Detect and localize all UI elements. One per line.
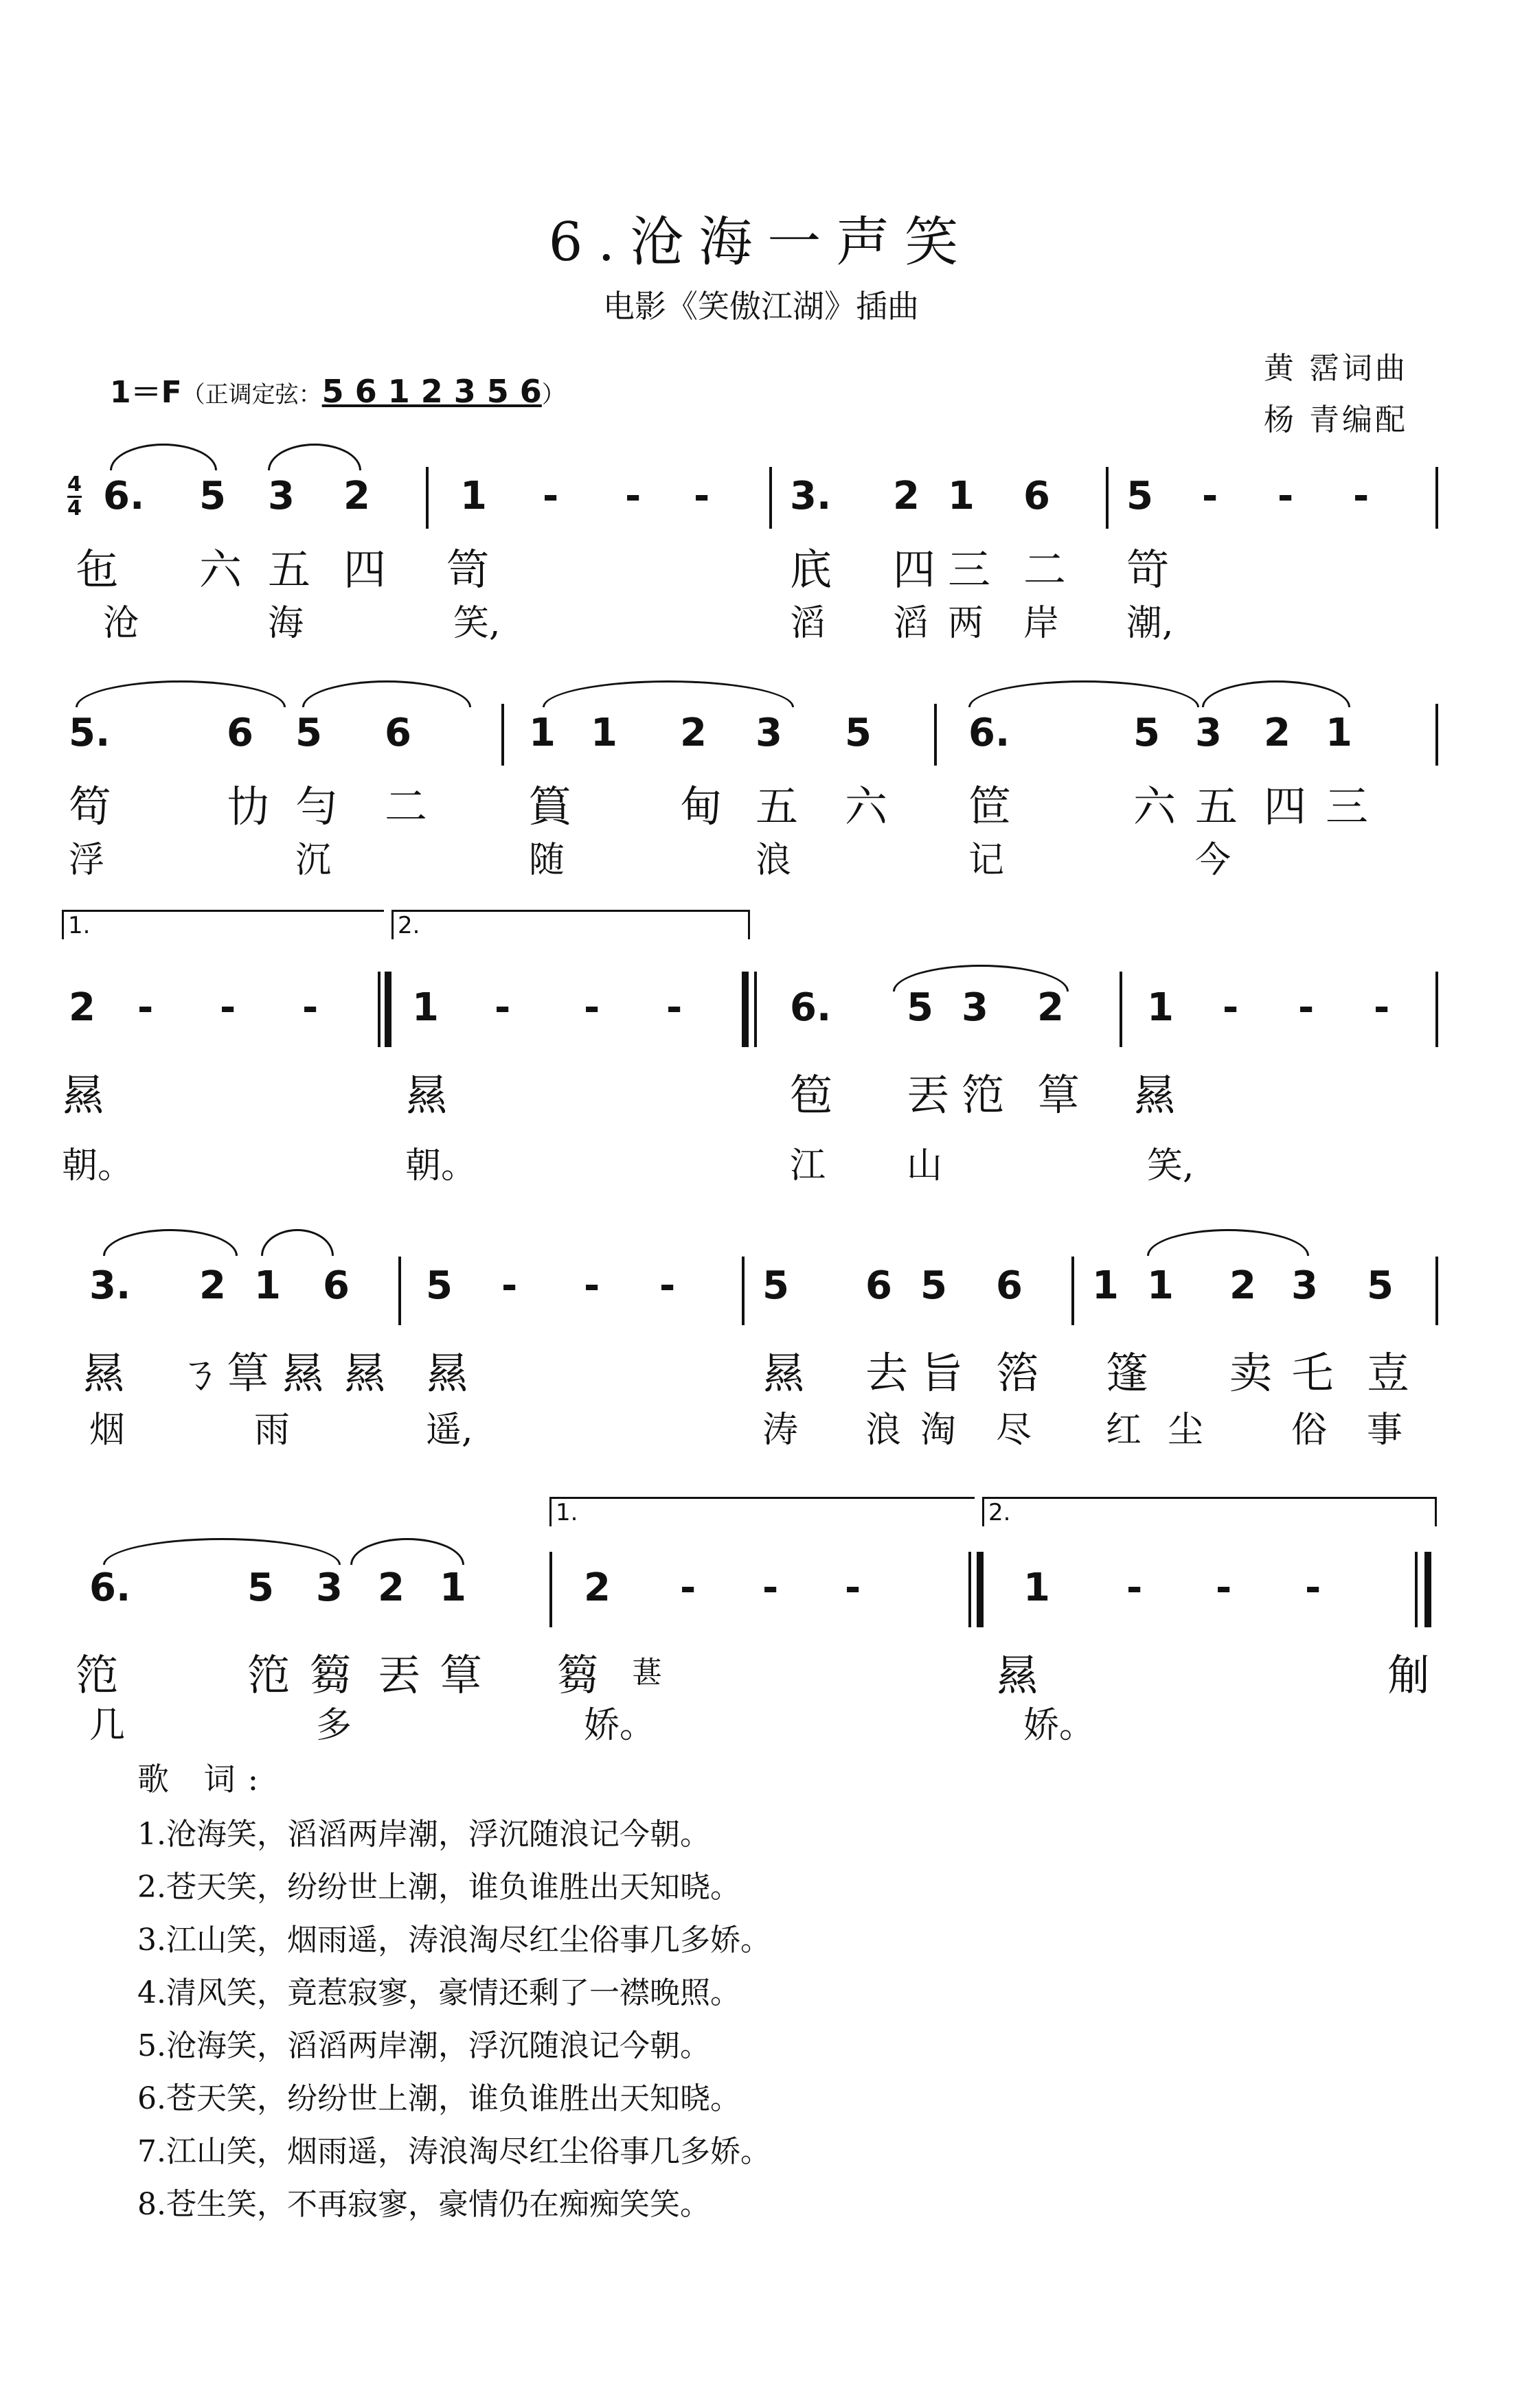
lyric: 沉 — [295, 840, 332, 881]
tab-char: 二 — [1023, 544, 1067, 595]
note: 3 — [1195, 711, 1222, 755]
tab-char: 㡳 — [790, 544, 833, 595]
lyric: 山 — [907, 1145, 943, 1186]
note: 3 — [962, 985, 988, 1030]
lyric: 朝。 — [405, 1145, 477, 1186]
tab-char: 筸 — [227, 1348, 270, 1398]
key-prefix: 1＝F — [110, 375, 182, 410]
lyric: 几 — [89, 1705, 126, 1746]
score-line-5 — [62, 1490, 1460, 1744]
lyric: 今 — [1195, 840, 1231, 881]
lyric: 滔 — [893, 603, 929, 644]
volta-2: 2. — [391, 910, 750, 939]
barline — [1435, 972, 1438, 1047]
tab-char: 五 — [268, 544, 311, 595]
note: 5 — [426, 1263, 453, 1308]
tab-char: 篘 — [556, 1650, 600, 1700]
barline — [426, 467, 429, 529]
slur — [350, 1538, 464, 1565]
note: 6 — [1023, 474, 1050, 518]
final-barline — [1424, 1552, 1431, 1627]
lyric: 浪 — [756, 840, 792, 881]
lyric: 潮, — [1126, 603, 1174, 644]
tab-char: 甸 — [680, 781, 723, 832]
lyric: 笑, — [453, 603, 501, 644]
lyric: 朝。 — [62, 1145, 134, 1186]
note: 5 — [1126, 474, 1153, 518]
verse-8: 8.苍生笑，不再寂寥，豪情仍在痴痴笑笑。 — [137, 2187, 710, 2222]
note: 1 — [1092, 1263, 1119, 1308]
verse-5: 5.沧海笑，滔滔两岸潮，浮沉随浪记今朝。 — [137, 2028, 710, 2063]
note: 2 — [69, 985, 95, 1030]
lyric: 两 — [948, 603, 984, 644]
note: 3 — [268, 474, 295, 518]
note: 3 — [756, 711, 782, 755]
tab-char: 㔹 — [227, 781, 270, 832]
tab-char: 四 — [343, 544, 387, 595]
barline — [1435, 704, 1438, 766]
key-paren-open: （正调定弦： — [181, 381, 322, 409]
note: 3 — [316, 1566, 343, 1610]
tab-char: 㬎 — [343, 1348, 387, 1398]
note: 6 — [865, 1263, 892, 1308]
tab-char: 㬎 — [1133, 1070, 1177, 1120]
lyric: 娇。 — [1023, 1705, 1095, 1746]
slur — [76, 680, 286, 707]
barline — [769, 467, 772, 529]
slur — [103, 1229, 238, 1256]
tab-char: 箈 — [996, 1348, 1039, 1398]
note: 1 — [1147, 1263, 1174, 1308]
note: 2 — [584, 1566, 611, 1610]
dash: - — [666, 985, 683, 1030]
tab-char: 二 — [385, 781, 428, 832]
barline — [1415, 1552, 1418, 1627]
tab-char: 卖 — [1229, 1348, 1273, 1398]
tab-char: 笴 — [1126, 544, 1170, 595]
tab-char: 笵 — [76, 1650, 119, 1700]
tab-char: 壴 — [1367, 1348, 1410, 1398]
verse-4: 4.清风笑，竟惹寂寥，豪情还剩了一襟晚照。 — [137, 1975, 740, 2010]
dash: - — [1223, 985, 1239, 1030]
note: 3 — [1291, 1263, 1318, 1308]
tab-char: 乇 — [1291, 1348, 1334, 1398]
lyric: 沧 — [103, 603, 139, 644]
barline — [742, 1257, 745, 1325]
dash: - — [1374, 985, 1390, 1030]
note: 5. — [69, 711, 111, 755]
lyric: 浪 — [865, 1410, 902, 1451]
dash: - — [501, 1263, 518, 1308]
tab-char: 六 — [845, 781, 888, 832]
time-signature — [67, 474, 82, 520]
tab-char: 勻 — [295, 781, 339, 832]
lyric: 娇。 — [584, 1705, 656, 1746]
barline — [1120, 972, 1122, 1047]
lyric: 淘 — [920, 1410, 957, 1451]
note: 6. — [103, 474, 145, 518]
note: 6 — [323, 1263, 350, 1308]
note: 2 — [1229, 1263, 1256, 1308]
final-barline — [742, 972, 749, 1047]
note: 1 — [529, 711, 556, 755]
note: 5 — [1367, 1263, 1394, 1308]
lyric: 随 — [529, 840, 565, 881]
tab-char: 㬎 — [82, 1348, 126, 1398]
lyric: 俗 — [1291, 1410, 1328, 1451]
dash: - — [584, 1263, 600, 1308]
tab-char: 笥 — [446, 544, 490, 595]
tab-char: 㬎 — [282, 1348, 325, 1398]
barline — [1106, 467, 1109, 529]
lyric: 雨 — [254, 1410, 291, 1451]
note: 2 — [680, 711, 707, 755]
note: 6 — [996, 1263, 1023, 1308]
note: 2 — [199, 1263, 226, 1308]
note: 5 — [199, 474, 226, 518]
tab-char: 筸 — [440, 1650, 483, 1700]
note: 5 — [762, 1263, 789, 1308]
lyric: 滔 — [790, 603, 826, 644]
slur — [110, 444, 217, 470]
note: 1 — [948, 474, 975, 518]
dash: - — [1126, 1566, 1143, 1610]
lyric: 尽 — [996, 1410, 1032, 1451]
dash: - — [1305, 1566, 1321, 1610]
tab-char: 筸 — [1037, 1070, 1080, 1120]
dash: - — [845, 1566, 861, 1610]
lyric: 尘 — [1168, 1410, 1204, 1451]
tab-char: 㬎 — [62, 1070, 105, 1120]
note: 2 — [1037, 985, 1064, 1030]
lyric: 事 — [1367, 1410, 1403, 1451]
slur — [968, 680, 1199, 707]
lyric: 笑, — [1147, 1145, 1194, 1186]
note: 5 — [907, 985, 933, 1030]
volta-1: 1. — [549, 1497, 975, 1526]
note: 5 — [845, 711, 872, 755]
barline — [1071, 1257, 1074, 1325]
dash: - — [694, 474, 710, 518]
lyric: 记 — [968, 840, 1005, 881]
tab-char: 五 — [756, 781, 799, 832]
barline — [378, 972, 380, 1047]
tab-char: 㐌 — [76, 544, 119, 595]
barline — [549, 1552, 552, 1627]
lyrics-heading: 歌 词: — [137, 1761, 271, 1798]
tab-char: 笱 — [69, 781, 112, 832]
dash: - — [762, 1566, 779, 1610]
note: 1 — [254, 1263, 281, 1308]
note: 5 — [1133, 711, 1160, 755]
tab-char: 三 — [948, 544, 991, 595]
slur — [543, 680, 794, 707]
dash: - — [625, 474, 641, 518]
note: 2 — [343, 474, 370, 518]
note: 1 — [1147, 985, 1174, 1030]
barline — [968, 1552, 971, 1627]
dash: - — [1216, 1566, 1232, 1610]
note: 6 — [385, 711, 411, 755]
tab-char: 㬎 — [426, 1348, 469, 1398]
tab-char: 六 — [1133, 781, 1177, 832]
note: 3. — [790, 474, 832, 518]
barline — [754, 972, 757, 1047]
tab-char: 㓩 — [1387, 1650, 1431, 1700]
note: 6 — [227, 711, 253, 755]
dash: - — [1353, 474, 1370, 518]
lyric: 烟 — [89, 1410, 126, 1451]
lyric: 岸 — [1023, 603, 1060, 644]
note: 2 — [1264, 711, 1291, 755]
repeat-end — [977, 1552, 984, 1627]
dash: - — [1202, 474, 1218, 518]
barline — [398, 1257, 401, 1325]
tab-char: 笵 — [247, 1650, 291, 1700]
note: 6. — [968, 711, 1010, 755]
tab-char: 㬎 — [762, 1348, 806, 1398]
verse-7: 7.江山笑，烟雨遥，涛浪淘尽红尘俗事几多娇。 — [137, 2134, 771, 2169]
key-signature — [110, 367, 565, 411]
verse-1: 1.沧海笑，滔滔两岸潮，浮沉随浪记今朝。 — [137, 1817, 710, 1852]
lyric: 浮 — [69, 840, 105, 881]
dash: - — [220, 985, 236, 1030]
credit-arrange: 杨 青编配 — [1264, 402, 1408, 437]
verse-2: 2.苍天笑，纷纷世上潮，谁负谁胜出天知晓。 — [137, 1870, 740, 1905]
lyric: 多 — [316, 1705, 352, 1746]
dash: - — [302, 985, 319, 1030]
barline — [1435, 467, 1438, 529]
lyric: 江 — [790, 1145, 826, 1186]
tab-char: 篔 — [529, 781, 572, 832]
note: 1 — [1023, 1566, 1050, 1610]
tab-char: 去 — [865, 1348, 909, 1398]
score-line-3 — [62, 910, 1460, 1184]
volta-1: 1. — [62, 910, 384, 939]
slur — [302, 680, 471, 707]
tab-char: 㬎 — [405, 1070, 448, 1120]
verse-3: 3.江山笑，烟雨遥，涛浪淘尽红尘俗事几多娇。 — [137, 1923, 771, 1958]
slur — [261, 1229, 334, 1256]
note: 3. — [89, 1263, 131, 1308]
tab-char: 㬎 — [996, 1650, 1039, 1700]
barline — [934, 704, 937, 766]
credit-lyrics: 黄 霑词曲 — [1264, 351, 1408, 386]
score-line-1 — [62, 439, 1460, 645]
slur — [1202, 680, 1350, 707]
tab-char: ㄋ — [179, 1348, 222, 1398]
dash: - — [659, 1263, 676, 1308]
lyric: 遥, — [426, 1410, 473, 1451]
tab-char: 丟 — [907, 1070, 950, 1120]
volta-2: 2. — [982, 1497, 1437, 1526]
key-paren-close: ） — [541, 381, 565, 409]
dash: - — [1298, 985, 1315, 1030]
tab-char: 四 — [1264, 781, 1307, 832]
tab-char: 丟 — [378, 1650, 421, 1700]
tab-char: 六 — [199, 544, 242, 595]
note: 6. — [89, 1566, 131, 1610]
repeat-end — [385, 972, 391, 1047]
note: 1 — [1326, 711, 1352, 755]
slur — [268, 444, 361, 470]
tab-char: 四 — [893, 544, 936, 595]
slur — [103, 1538, 341, 1565]
time-top: 4 — [67, 472, 82, 496]
lyric: 涛 — [762, 1410, 799, 1451]
note: 2 — [893, 474, 920, 518]
note: 1 — [460, 474, 487, 518]
lyric: 海 — [268, 603, 304, 644]
page-title: 6.沧海一声笑 — [548, 211, 974, 273]
note: 1 — [440, 1566, 466, 1610]
barline — [501, 704, 504, 766]
tab-char: 笵 — [962, 1070, 1005, 1120]
subtitle: 电影《笑傲江湖》插曲 — [603, 288, 919, 325]
score-line-2 — [62, 676, 1460, 882]
tab-char: 旨 — [920, 1348, 964, 1398]
note: 5 — [247, 1566, 274, 1610]
dash: - — [680, 1566, 696, 1610]
tab-char: 三 — [1326, 781, 1369, 832]
tab-char: 葚 — [632, 1655, 662, 1690]
dash: - — [543, 474, 559, 518]
note: 5 — [295, 711, 322, 755]
note: 1 — [412, 985, 439, 1030]
tab-char: 篘 — [309, 1650, 352, 1700]
tab-char: 笸 — [968, 781, 1012, 832]
time-bottom: 4 — [67, 496, 82, 520]
score-line-4 — [62, 1215, 1460, 1449]
dash: - — [584, 985, 600, 1030]
tab-char: 笣 — [790, 1070, 833, 1120]
lyric: 红 — [1106, 1410, 1142, 1451]
note: 2 — [378, 1566, 405, 1610]
note: 6. — [790, 985, 832, 1030]
dash: - — [137, 985, 154, 1030]
dash: - — [495, 985, 511, 1030]
dash: - — [1277, 474, 1294, 518]
tab-char: 篷 — [1106, 1348, 1149, 1398]
slur — [1147, 1229, 1309, 1256]
barline — [1435, 1257, 1438, 1325]
verse-6: 6.苍天笑，纷纷世上潮，谁负谁胜出天知晓。 — [137, 2081, 740, 2116]
note: 5 — [920, 1263, 947, 1308]
note: 1 — [591, 711, 617, 755]
tuning: 5 6 1 2 3 5 6 — [321, 373, 542, 410]
tab-char: 五 — [1195, 781, 1238, 832]
